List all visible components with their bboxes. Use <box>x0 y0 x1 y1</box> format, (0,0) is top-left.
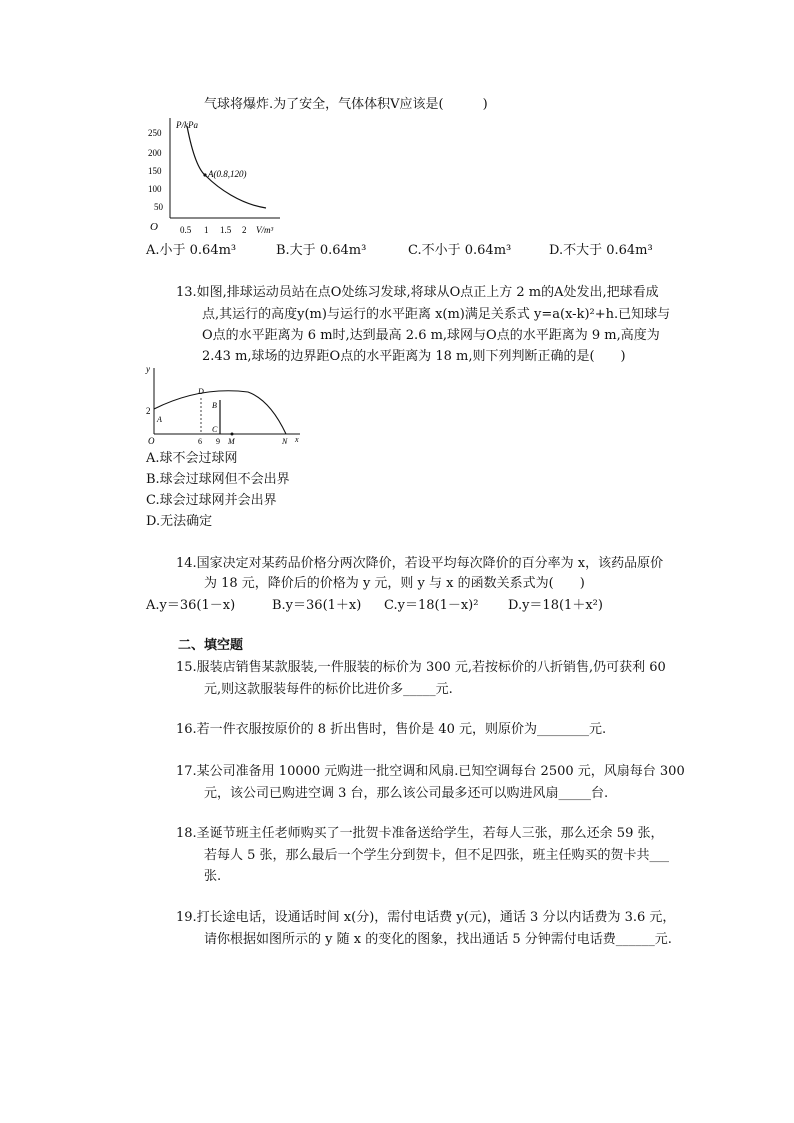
q12-option-b: B.大于 0.64m³ <box>276 243 367 258</box>
point-a-label: A(0.8,120) <box>208 169 247 179</box>
q18-line-1: 18.圣诞节班主任老师购买了一批贺卡准备送给学生，若每人三张，那么还余 59 张， <box>176 826 664 841</box>
origin-label: O <box>148 436 155 446</box>
point-m <box>231 433 234 436</box>
x-tick-label: 1.5 <box>220 225 232 235</box>
q19-line-1: 19.打长途电话，设通话时间 x(分)，需付电话费 y(元)，通话 3 分以内话费为 3.6 元， <box>176 910 676 925</box>
y-tick-label: 50 <box>154 202 163 212</box>
q12-option-c: C.不小于 0.64m³ <box>408 243 512 258</box>
section-heading: 二、填空题 <box>178 638 244 653</box>
point-a-label: A <box>157 415 162 424</box>
y-tick-label: 150 <box>148 166 162 176</box>
q14-option-a: A.y＝36(1－x) <box>146 598 236 613</box>
point-d-label: D <box>198 387 204 396</box>
q13-line-1: 13.如图,排球运动员站在点O处练习发球,将球从O点正上方 2 m的A处发出,把球看成 <box>176 285 659 300</box>
y-axis-label: y <box>146 364 150 374</box>
pressure-curve <box>187 126 266 208</box>
point-n-label: N <box>282 437 288 446</box>
x-tick-label: 1 <box>204 225 209 235</box>
q12-stem-tail: 气球将爆炸.为了安全，气体体积V应该是( ) <box>204 97 488 112</box>
q13-line-2: 点,其运行的高度y(m)与运行的水平距离 x(m)满足关系式 y=a(x-k)²+h.已知球与 <box>202 307 671 322</box>
q14-line-2: 为 18 元，降价后的价格为 y 元，则 y 与 x 的函数关系式为( ) <box>204 576 585 591</box>
q12-option-a: A.小于 0.64m³ <box>146 243 237 258</box>
q13-option-b: B.球会过球网但不会出界 <box>146 472 290 487</box>
point-m-label: M <box>228 437 235 446</box>
point-c-label: C <box>212 425 218 434</box>
q15-line-2: 元,则这款服装每件的标价比进价多_____元. <box>204 682 453 697</box>
origin-label: O <box>150 221 158 233</box>
y-axis-label: P/kPa <box>176 120 198 130</box>
q13-graph <box>144 364 304 448</box>
x-tick-label: 6 <box>198 437 202 446</box>
q13-line-3: O点的水平距离为 6 m时,达到最高 2.6 m,球网与O点的水平距离为 9 m,高度为 <box>202 328 660 343</box>
q12-option-d: D.不大于 0.64m³ <box>549 243 653 258</box>
q14-line-1: 14.国家决定对某药品价格分两次降价，若设平均每次降价的百分率为 x，该药品原价 <box>176 556 664 571</box>
x-tick-label: 0.5 <box>180 225 192 235</box>
x-axis-label: x <box>295 435 299 444</box>
q17-line-2: 元，该公司已购进空调 3 台，那么该公司最多还可以购进风扇_____台. <box>204 786 609 801</box>
x-tick-label: 2 <box>242 225 247 235</box>
y-tick-label: 100 <box>148 184 162 194</box>
q17-line-1: 17.某公司准备用 10000 元购进一批空调和风扇.已知空调每台 2500 元，风扇每台 300 <box>176 764 685 779</box>
q13-option-c: C.球会过球网并会出界 <box>146 493 277 508</box>
y-tick-label: 250 <box>148 128 162 138</box>
q14-option-c: C.y＝18(1－x)² <box>384 598 479 613</box>
y-tick-label: 200 <box>148 148 162 158</box>
q18-line-2: 若每人 5 张，那么最后一个学生分到贺卡，但不足四张，班主任购买的贺卡共___ <box>204 848 670 863</box>
q13-line-4: 2.43 m,球场的边界距O点的水平距离为 18 m,则下列判断正确的是( ) <box>202 349 626 364</box>
point-a <box>203 173 206 176</box>
q15-line-1: 15.服装店销售某款服装,一件服装的标价为 300 元,若按标价的八折销售,仍可获利 60 <box>176 660 666 675</box>
point-b-label: B <box>212 401 217 410</box>
q16-line-1: 16.若一件衣服按原价的 8 折出售时，售价是 40 元，则原价为________元. <box>176 722 607 737</box>
q14-option-d: D.y＝18(1＋x²) <box>508 598 603 613</box>
q19-line-2: 请你根据如图所示的 y 随 x 的变化的图象，找出通话 5 分钟需付电话费______元. <box>204 932 672 947</box>
x-axis-label: V/m³ <box>256 225 274 235</box>
q12-graph <box>148 112 288 240</box>
x-tick-label: 9 <box>216 437 220 446</box>
q13-option-a: A.球不会过球网 <box>146 451 238 466</box>
y-tick-label: 2 <box>146 406 151 416</box>
q14-option-b: B.y＝36(1＋x) <box>272 598 362 613</box>
q18-line-3: 张. <box>204 869 222 884</box>
q13-option-d: D.无法确定 <box>146 514 213 529</box>
